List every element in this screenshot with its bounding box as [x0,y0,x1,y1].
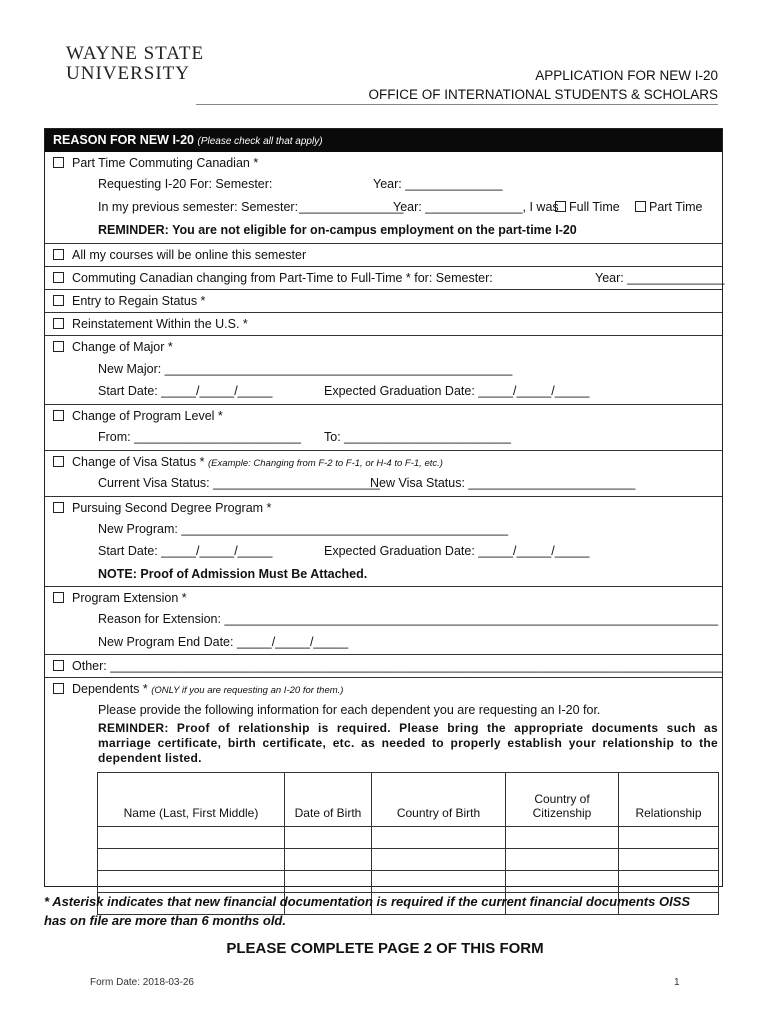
previous-semester-label: In my previous semester: Semester: [98,200,299,214]
page-number: 1 [674,977,680,988]
column-date-of-birth: Date of Birth [285,773,372,827]
column-name: Name (Last, First Middle) [98,773,285,827]
second-degree-grad-date[interactable]: Expected Graduation Date: _____/_____/_____ [324,544,590,558]
commuting-label: Commuting Canadian changing from Part-Time to Full-Time * for: Semester: [72,271,493,285]
dependents-note: (ONLY if you are requesting an I-20 for them.) [151,685,344,696]
commuting-year[interactable]: Year: ______________ [595,271,725,285]
program-level-to[interactable]: To: ________________________ [324,430,511,444]
part-time-checkbox[interactable] [53,157,64,168]
program-level-label: Change of Program Level * [72,409,223,423]
other-field[interactable]: Other: ________________________________________________________________________________________ [72,659,722,673]
table-row [98,849,719,871]
extension-option [45,586,722,613]
column-country-of-birth: Country of Birth [372,773,506,827]
dependents-table-header [98,773,719,827]
second-degree-start-date[interactable]: Start Date: _____/_____/_____ [98,544,273,558]
admission-note: NOTE: Proof of Admission Must Be Attached. [98,567,368,581]
section-hint: (Please check all that apply) [197,136,323,147]
extension-end-date[interactable]: New Program End Date: _____/_____/_____ [98,635,349,649]
section-header [45,129,722,152]
request-year[interactable]: Year: ______________ [373,177,503,191]
reinstatement-label: Reinstatement Within the U.S. * [72,317,248,331]
major-start-date[interactable]: Start Date: _____/_____/_____ [98,384,273,398]
column-relationship: Relationship [619,773,719,827]
employment-reminder: REMINDER: You are not eligible for on-campus employment on the part-time I-20 [98,223,577,237]
dependents-checkbox[interactable] [53,683,64,694]
previous-year-label: Year: ______________, I was [393,200,559,214]
extension-reason-field[interactable]: Reason for Extension: _______________________________________________________________________ [98,612,719,626]
extension-checkbox[interactable] [53,592,64,603]
reason-form [44,128,723,887]
new-program-field[interactable]: New Program: _______________________________________________ [98,522,509,536]
form-title: APPLICATION FOR NEW I-20 [535,68,718,83]
relationship-reminder: REMINDER: Proof of relationship is required. Please bring the appropriate documents such as marriage certificate, birth certificate, etc. as needed to properly establish your relationship to the dependent listed. [98,721,718,765]
new-visa-status[interactable]: New Visa Status: ________________________ [370,476,636,490]
form-date: Form Date: 2018-03-26 [90,977,194,988]
commuting-checkbox[interactable] [53,272,64,283]
second-degree-option [45,496,722,523]
request-semester: Requesting I-20 For: Semester: [98,177,273,191]
current-visa-status[interactable]: Current Visa Status: ________________________ [98,476,380,490]
second-degree-checkbox[interactable] [53,502,64,513]
office-name: OFFICE OF INTERNATIONAL STUDENTS & SCHOLARS [368,87,718,102]
reinstatement-checkbox[interactable] [53,318,64,329]
new-major-field[interactable]: New Major: __________________________________________________ [98,362,513,376]
asterisk-note: * Asterisk indicates that new financial documentation is required if the current financial documents OISS has on file are more than 6 months old. [44,894,691,928]
major-checkbox[interactable] [53,341,64,352]
visa-example: (Example: Changing from F-2 to F-1, or H-4 to F-1, etc.) [207,458,443,469]
university-logo [66,44,204,84]
part-time-status-label: Part Time [649,200,703,214]
part-time-option [53,156,722,170]
second-degree-label: Pursuing Second Degree Program * [72,501,272,515]
table-row [98,871,719,893]
dependents-instructions: Please provide the following information for each dependent you are requesting an I-20 for. [98,703,601,717]
dependents-label: Dependents * [72,682,148,696]
logo-line-2: UNIVERSITY [66,63,190,84]
visa-checkbox[interactable] [53,456,64,467]
program-level-from[interactable]: From: ________________________ [98,430,301,444]
previous-semester-field[interactable]: _______________ [299,200,404,214]
extension-label: Program Extension * [72,591,187,605]
full-time-checkbox[interactable] [555,201,566,212]
header-divider [196,104,718,105]
page2-notice: PLEASE COMPLETE PAGE 2 OF THIS FORM [226,940,544,957]
column-citizenship: Country of Citizenship [506,773,619,827]
program-level-option [45,404,722,431]
visa-label: Change of Visa Status * [72,455,205,469]
part-time-status-checkbox[interactable] [635,201,646,212]
dependents-option [45,677,722,704]
full-time-label: Full Time [569,200,620,214]
online-checkbox[interactable] [53,249,64,260]
regain-label: Entry to Regain Status * [72,294,206,308]
section-title: REASON FOR NEW I-20 [53,133,194,147]
online-label: All my courses will be online this semester [72,248,307,262]
major-label: Change of Major * [72,340,173,354]
other-checkbox[interactable] [53,660,64,671]
part-time-label: Part Time Commuting Canadian * [72,156,259,170]
regain-checkbox[interactable] [53,295,64,306]
program-level-checkbox[interactable] [53,410,64,421]
form-header [368,66,718,104]
table-row [98,827,719,849]
major-option [45,335,722,362]
visa-option [45,450,722,477]
major-grad-date[interactable]: Expected Graduation Date: _____/_____/_____ [324,384,590,398]
logo-line-1: WAYNE STATE [66,43,205,64]
